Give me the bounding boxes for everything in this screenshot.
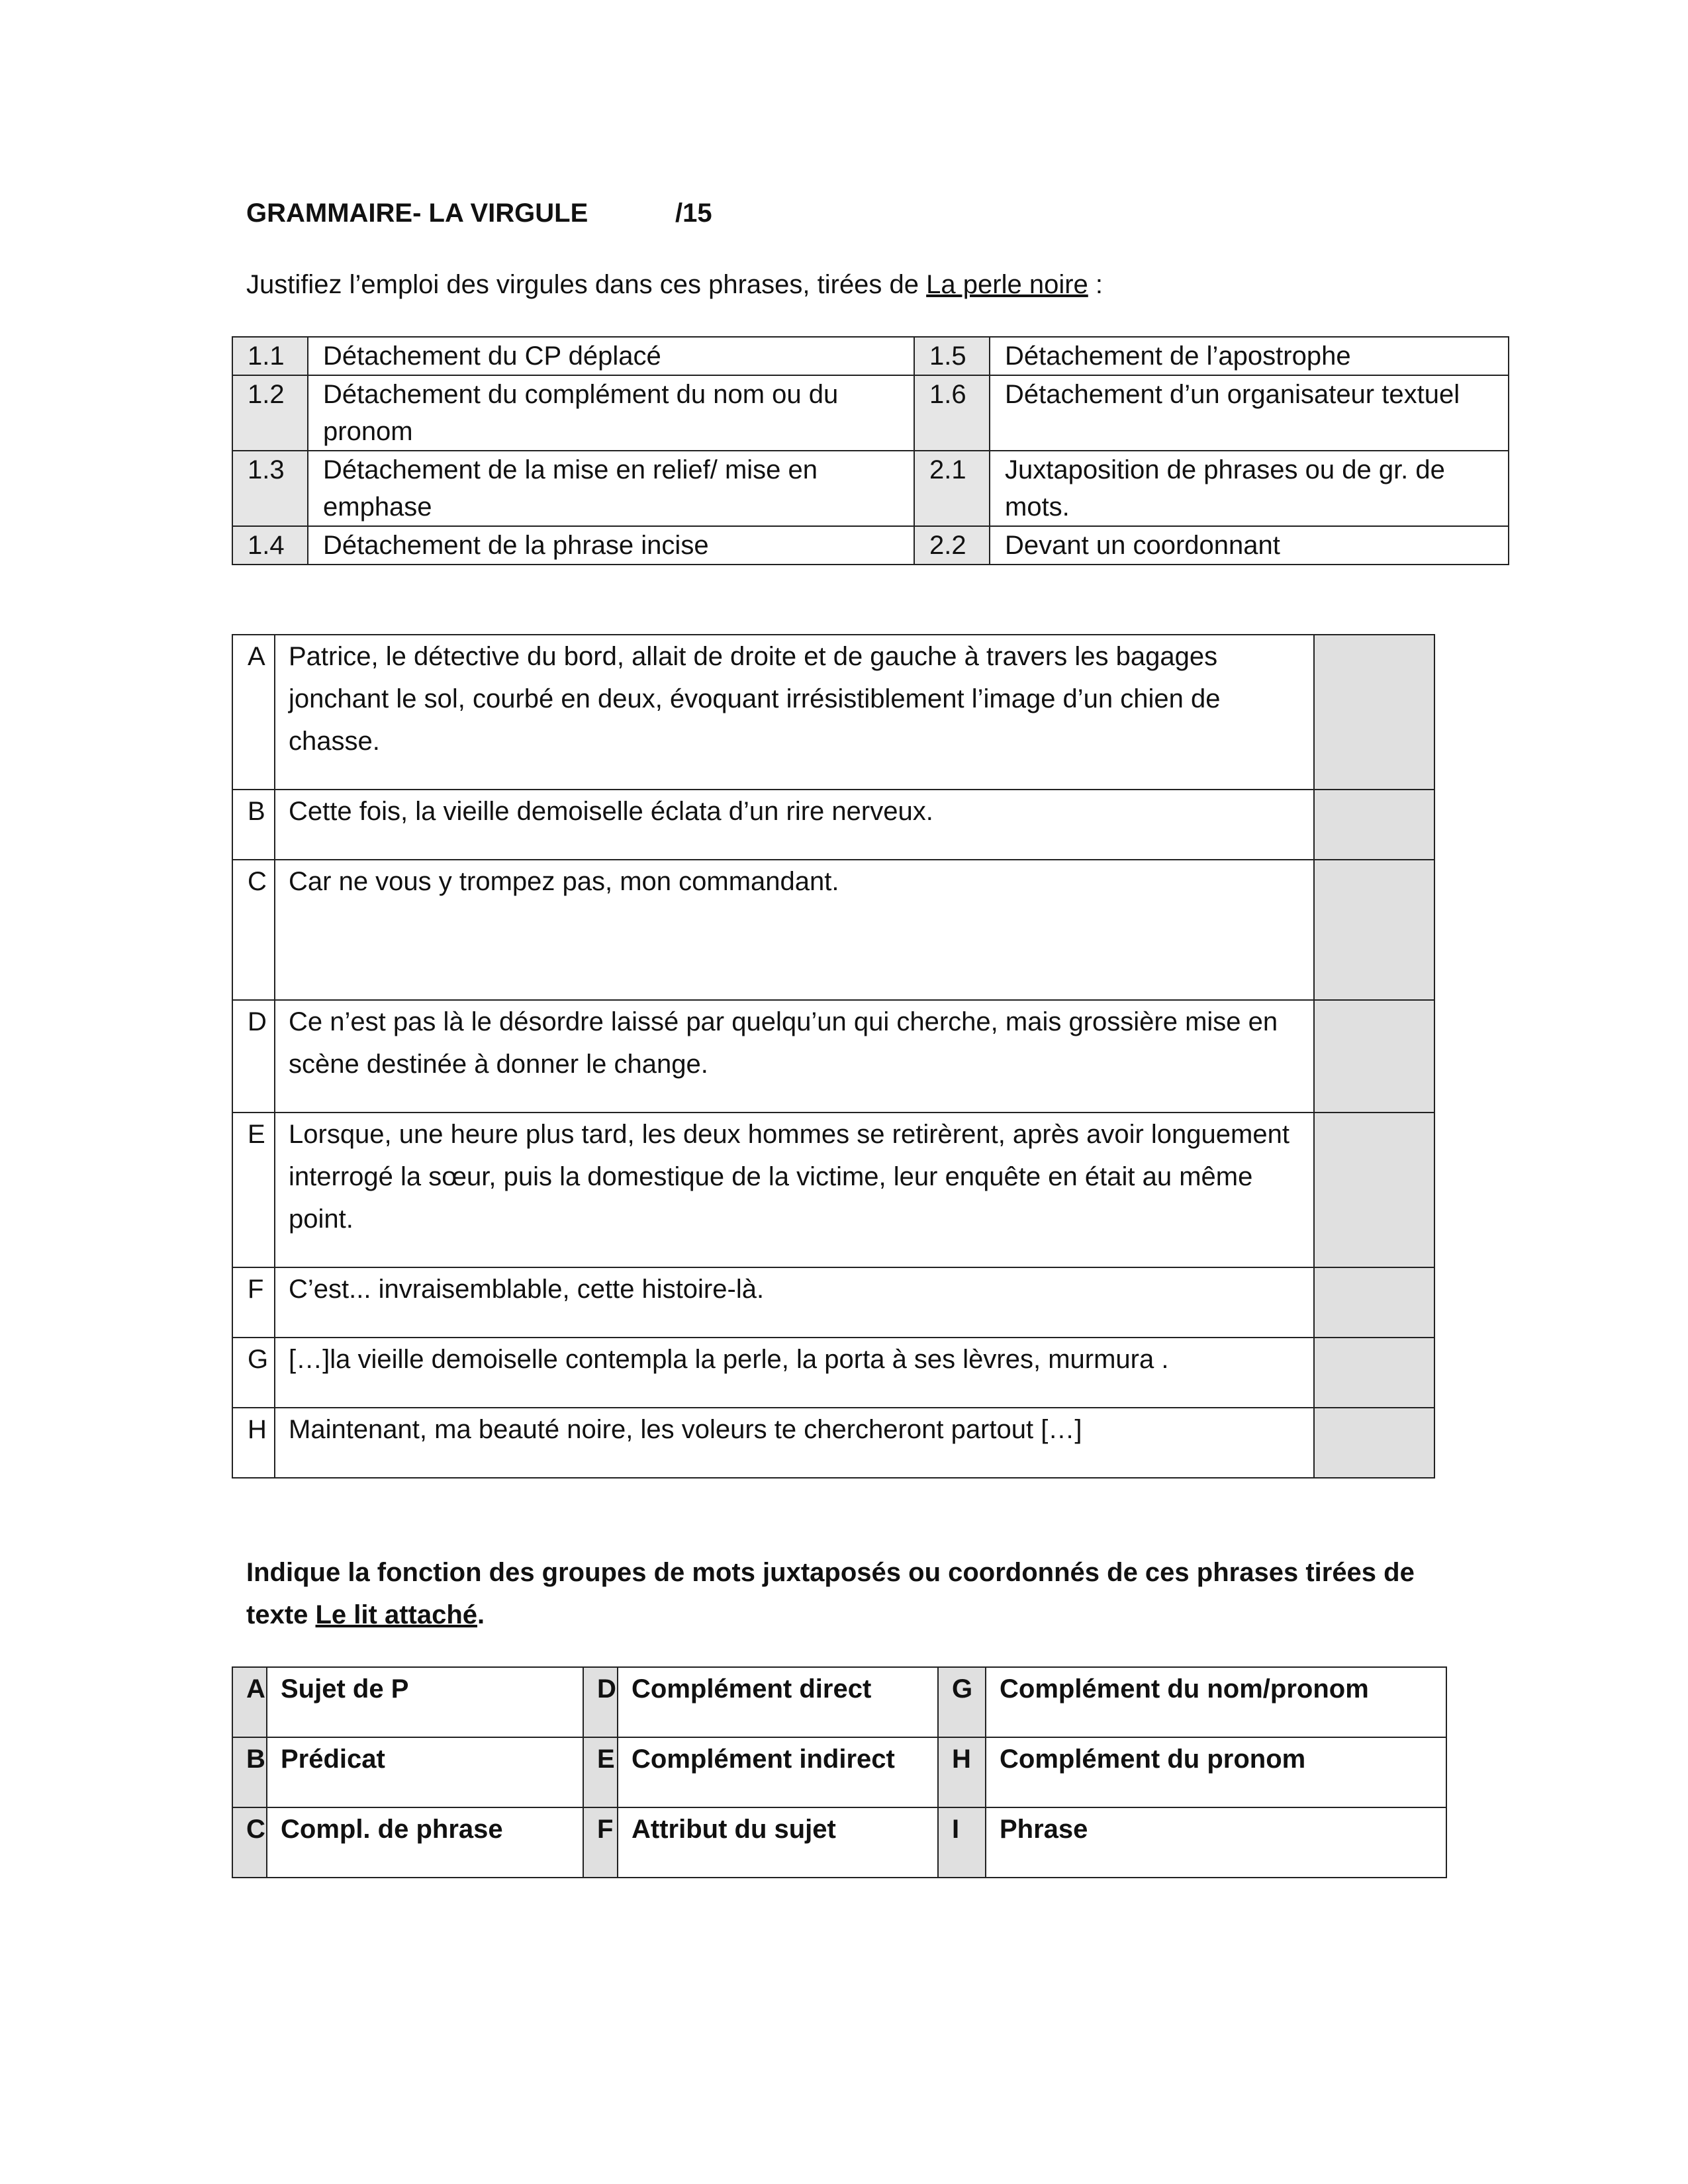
sentence-letter: C — [232, 860, 275, 1000]
instruction-suffix: : — [1088, 270, 1103, 299]
legend-row — [232, 526, 1509, 565]
legend-code: 1.2 — [232, 375, 308, 451]
function-label: Complément du nom/pronom — [986, 1667, 1446, 1737]
legend-label: Devant un coordonnant — [990, 526, 1509, 565]
function-label: Prédicat — [267, 1737, 583, 1807]
sentence-letter: F — [232, 1267, 275, 1338]
legend-code: 1.5 — [914, 337, 990, 375]
legend-code: 2.2 — [914, 526, 990, 565]
sentence-row — [232, 1113, 1434, 1267]
sentence-letter: B — [232, 790, 275, 860]
answer-cell[interactable] — [1314, 635, 1434, 790]
legend-table — [232, 336, 1509, 565]
legend-label: Détachement du CP déplacé — [308, 337, 914, 375]
legend-code: 1.3 — [232, 451, 308, 526]
sentence-text: Car ne vous y trompez pas, mon commandant. — [275, 860, 1314, 1000]
function-letter: C — [232, 1807, 267, 1878]
legend-label: Détachement d’un organisateur textuel — [990, 375, 1509, 451]
function-letter: E — [583, 1737, 618, 1807]
function-letter: B — [232, 1737, 267, 1807]
legend-row — [232, 375, 1509, 451]
title-text: GRAMMAIRE- LA VIRGULE — [246, 199, 588, 228]
legend-label: Détachement de la phrase incise — [308, 526, 914, 565]
functions-row — [232, 1737, 1446, 1807]
function-label: Compl. de phrase — [267, 1807, 583, 1878]
function-letter: A — [232, 1667, 267, 1737]
legend-label: Détachement de la mise en relief/ mise en emphase — [308, 451, 914, 526]
function-letter: D — [583, 1667, 618, 1737]
function-letter: F — [583, 1807, 618, 1878]
sentence-row — [232, 1338, 1434, 1408]
sentences-table — [232, 634, 1435, 1479]
question-book-title: Le lit attaché — [315, 1600, 478, 1629]
function-label: Sujet de P — [267, 1667, 583, 1737]
sentence-row — [232, 790, 1434, 860]
legend-label: Juxtaposition de phrases ou de gr. de mots. — [990, 451, 1509, 526]
answer-cell[interactable] — [1314, 1267, 1434, 1338]
functions-row — [232, 1667, 1446, 1737]
instruction-book-title: La perle noire — [926, 270, 1088, 299]
sentence-letter: D — [232, 1000, 275, 1113]
sentence-row — [232, 1408, 1434, 1478]
function-letter: G — [938, 1667, 986, 1737]
sentence-row — [232, 1267, 1434, 1338]
sentence-text: Lorsque, une heure plus tard, les deux hommes se retirèrent, après avoir longuement interrogé la sœur, puis la domestique de la victime, leur enquête en était au même point. — [275, 1113, 1314, 1267]
legend-code: 1.1 — [232, 337, 308, 375]
sentence-letter: E — [232, 1113, 275, 1267]
sentence-text: […]la vieille demoiselle contempla la perle, la porta à ses lèvres, murmura . — [275, 1338, 1314, 1408]
answer-cell[interactable] — [1314, 860, 1434, 1000]
page-title — [246, 199, 712, 228]
sentence-text: Patrice, le détective du bord, allait de droite et de gauche à travers les bagages jonchant le sol, courbé en deux, évoquant irrésistiblement l’image d’un chien de chasse. — [275, 635, 1314, 790]
function-label: Complément direct — [618, 1667, 938, 1737]
instruction — [246, 270, 1103, 300]
legend-label: Détachement de l’apostrophe — [990, 337, 1509, 375]
legend-code: 1.4 — [232, 526, 308, 565]
functions-row — [232, 1807, 1446, 1878]
answer-cell[interactable] — [1314, 790, 1434, 860]
answer-cell[interactable] — [1314, 1408, 1434, 1478]
sentence-letter: H — [232, 1408, 275, 1478]
function-label: Complément indirect — [618, 1737, 938, 1807]
sentence-row — [232, 860, 1434, 1000]
sentence-letter: A — [232, 635, 275, 790]
sentence-row — [232, 635, 1434, 790]
answer-cell[interactable] — [1314, 1000, 1434, 1113]
sentence-text: Ce n’est pas là le désordre laissé par quelqu’un qui cherche, mais grossière mise en scène destinée à donner le change. — [275, 1000, 1314, 1113]
question-prefix: Indique la fonction des groupes de mots juxtaposés ou coordonnés de ces phrases tirées de texte — [246, 1558, 1415, 1629]
functions-table — [232, 1666, 1447, 1878]
instruction-prefix: Justifiez l’emploi des virgules dans ces phrases, tirées de — [246, 270, 927, 299]
question-suffix: . — [477, 1600, 485, 1629]
sentence-text: Maintenant, ma beauté noire, les voleurs te chercheront partout […] — [275, 1408, 1314, 1478]
function-label: Phrase — [986, 1807, 1446, 1878]
sentence-text: Cette fois, la vieille demoiselle éclata d’un rire nerveux. — [275, 790, 1314, 860]
legend-code: 2.1 — [914, 451, 990, 526]
function-letter: I — [938, 1807, 986, 1878]
score-label: /15 — [675, 199, 712, 228]
legend-label: Détachement du complément du nom ou du pronom — [308, 375, 914, 451]
answer-cell[interactable] — [1314, 1338, 1434, 1408]
function-label: Complément du pronom — [986, 1737, 1446, 1807]
function-label: Attribut du sujet — [618, 1807, 938, 1878]
sentence-letter: G — [232, 1338, 275, 1408]
sentence-row — [232, 1000, 1434, 1113]
answer-cell[interactable] — [1314, 1113, 1434, 1267]
sentence-text: C’est... invraisemblable, cette histoire-là. — [275, 1267, 1314, 1338]
legend-row — [232, 337, 1509, 375]
legend-row — [232, 451, 1509, 526]
function-letter: H — [938, 1737, 986, 1807]
legend-code: 1.6 — [914, 375, 990, 451]
question-heading — [246, 1551, 1458, 1636]
